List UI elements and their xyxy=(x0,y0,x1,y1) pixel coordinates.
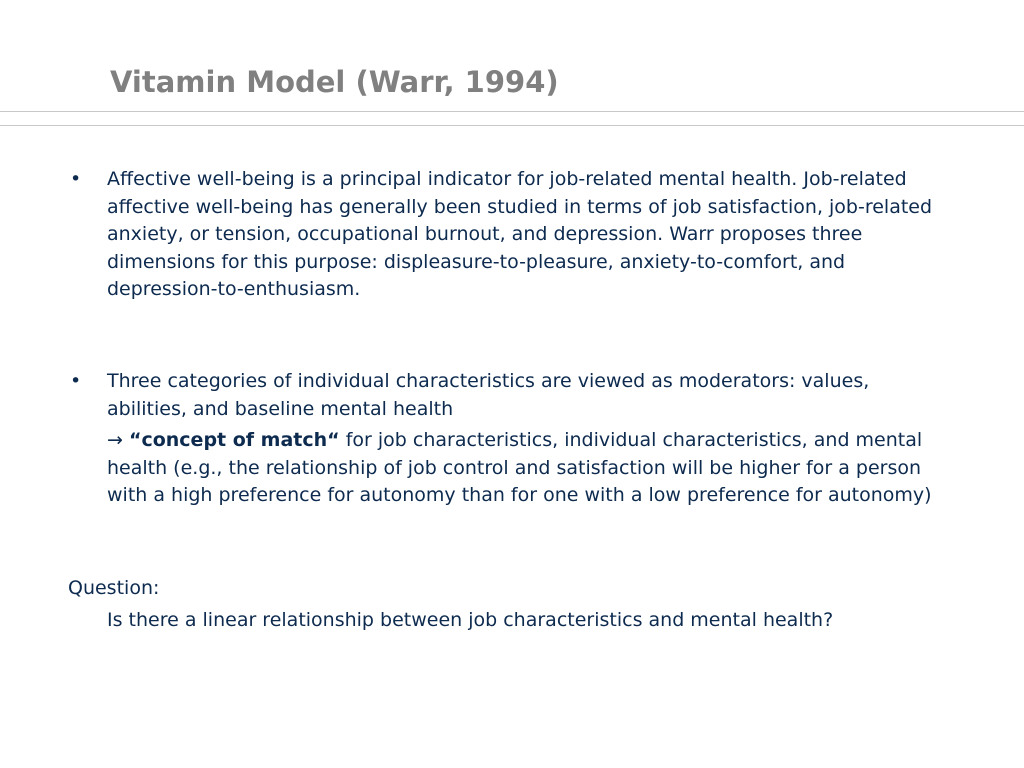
slide-title: Vitamin Model (Warr, 1994) xyxy=(110,65,559,99)
concept-of-match-text: for job characteristics, individual characteristics, and mental health (e.g., the relationship of job control and satisfaction will be higher for a person with a high preference for autonomy than for one with a low preference for autonomy) xyxy=(107,429,932,506)
bullet-text: Affective well-being is a principal indicator for job-related mental health. Job-related affective well-being has generally been studied in terms of job satisfaction, job-related anxiety, or tension, occupational burnout, and depression. Warr proposes three dimensions for this purpose: displeasure-to-pleasure, anxiety-to-comfort, and depression-to-enthusiasm. xyxy=(107,168,933,300)
question-text: Is there a linear relationship between job characteristics and mental health? xyxy=(107,609,834,631)
arrow-icon: → xyxy=(107,429,123,451)
bullet-marker: • xyxy=(70,370,82,392)
bullet-marker: • xyxy=(70,168,82,190)
concept-of-match-paragraph xyxy=(107,427,937,510)
question-label: Question: xyxy=(68,577,160,599)
bullet-text: Three categories of individual characteristics are viewed as moderators: values, abilities, and baseline mental health xyxy=(107,370,870,420)
concept-of-match-term: “concept of match“ xyxy=(128,429,340,451)
